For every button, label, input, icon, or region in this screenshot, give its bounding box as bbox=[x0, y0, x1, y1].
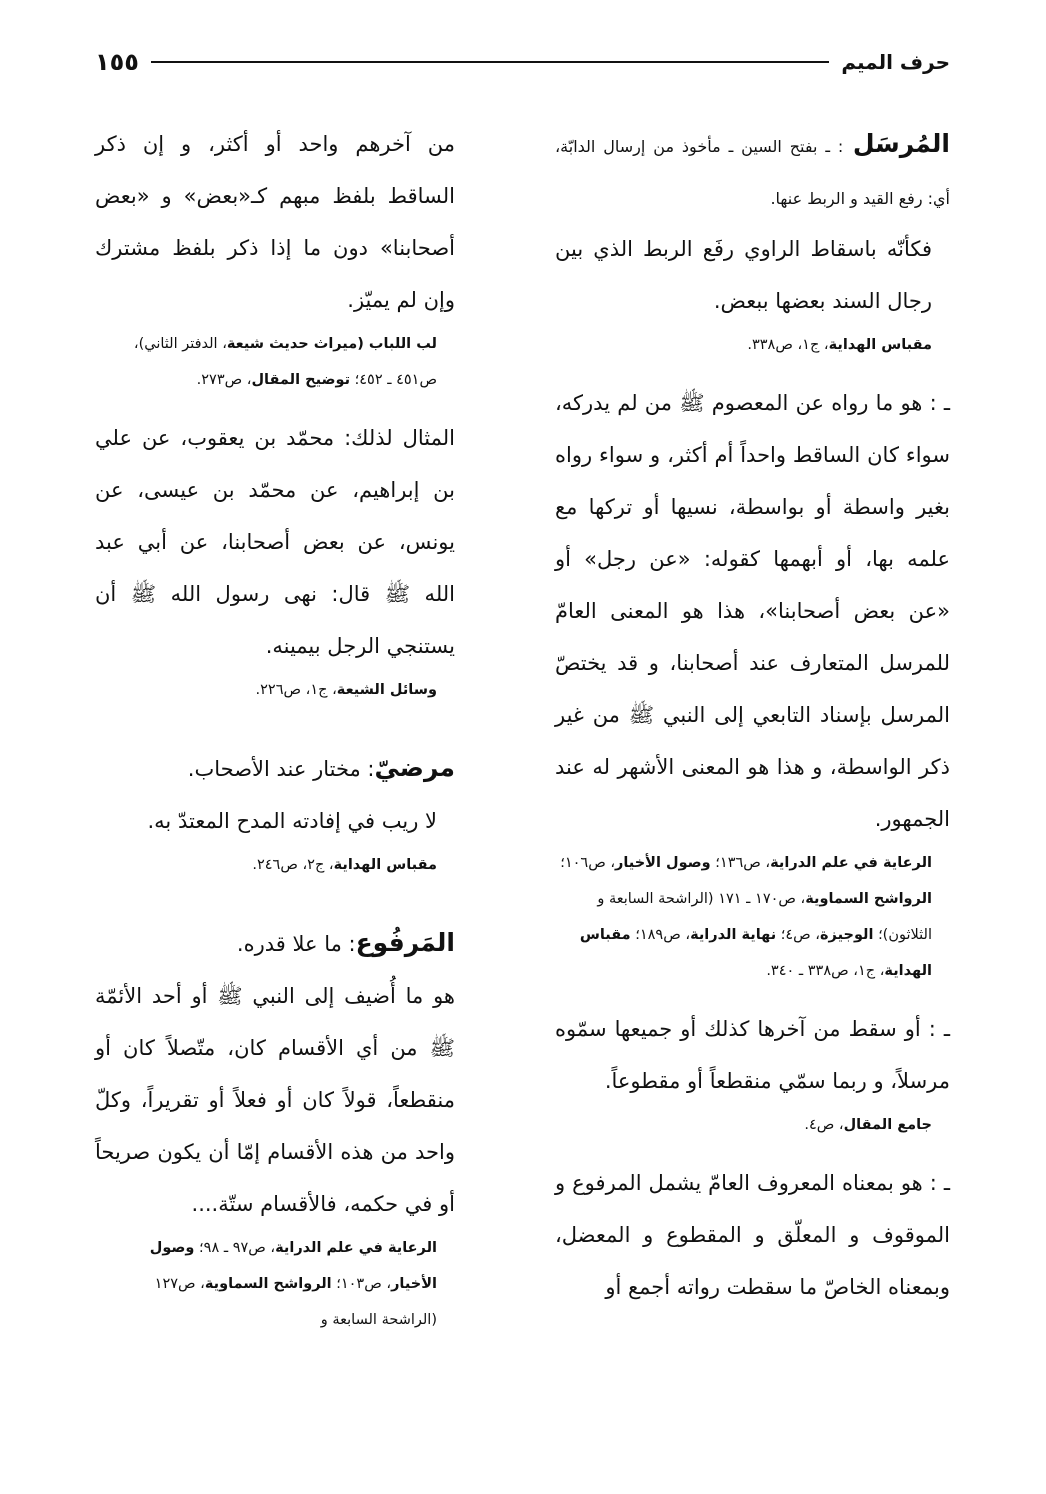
mursal-def: فكأنّه باسقاط الراوي رفَع الربط الذي بين رجال السند بعضها ببعض. bbox=[555, 237, 932, 313]
mursal-example bbox=[95, 412, 455, 708]
reference bbox=[555, 327, 932, 363]
headword-mardi: مرضيّ bbox=[374, 753, 455, 782]
ref-loc: ، ص١٠٦؛ bbox=[560, 855, 616, 871]
reference bbox=[95, 1230, 437, 1338]
ref-source: الرعاية في علم الدراية bbox=[275, 1240, 437, 1256]
ref-loc: ، الدفتر الثاني)، ص٤٥١ ـ ٤٥٢؛ bbox=[133, 336, 437, 388]
ref-loc: ، ج١، ص٣٣٨ ـ ٣٤٠. bbox=[766, 963, 885, 979]
ref-loc: ، ص١٣٦؛ bbox=[710, 855, 771, 871]
ref-loc: ، ج١، ص٢٢٦. bbox=[255, 682, 337, 698]
ref-source: توضيح المقال bbox=[251, 372, 351, 388]
mursal-sense-1 bbox=[555, 377, 950, 989]
reference bbox=[95, 326, 437, 398]
example-text: المثال لذلك: محمّد بن يعقوب، عن علي بن إبراهيم، عن محمّد بن عيسى، عن يونس، عن بعض أصحابنا، عن أبي عبد الله ﷺ قال: نهى رسول الله ﷺ أن يستنجي الرجل بيمينه. bbox=[95, 426, 455, 658]
ref-source: مقباس الهداية bbox=[579, 927, 932, 979]
entry-marfu bbox=[95, 917, 455, 1338]
ref-source: الوجيزة bbox=[820, 927, 874, 943]
left-column bbox=[95, 118, 455, 1352]
section-title: حرف الميم bbox=[841, 50, 950, 74]
headword-mursal: المُرسَل bbox=[852, 129, 950, 158]
continuation-text: من آخرهم واحد أو أكثر، و إن ذكر الساقط بلفظ مبهم كـ«بعض» و «بعض أصحابنا» دون ما إذا ذكر بلفظ مشترك وإن لم يميّز. bbox=[95, 132, 455, 312]
ref-source: الرواشح السماوية bbox=[204, 1276, 332, 1292]
page-header bbox=[95, 40, 950, 84]
ref-source: جامع المقال bbox=[843, 1117, 932, 1133]
ref-loc: ، ص١٧٠ ـ ١٧١ (الراشحة السابعة و الثلاثون)؛ bbox=[597, 891, 932, 943]
reference bbox=[555, 845, 932, 989]
ref-loc: ، ص٤. bbox=[804, 1117, 844, 1133]
ref-loc: ، ص٢٧٣. bbox=[196, 372, 252, 388]
mardi-text: لا ريب في إفادته المدح المعتدّ به. bbox=[147, 809, 437, 833]
sense-text: ـ : هو بمعناه المعروف العامّ يشمل المرفوع و الموقوف و المعلّق و المقطوع و المعضل، وبمعناه الخاصّ ما سقطت رواته أجمع أو bbox=[555, 1171, 950, 1299]
ref-source: الرواشح السماوية bbox=[805, 891, 932, 907]
marfu-def: : ما علا قدره. bbox=[236, 932, 356, 956]
right-column bbox=[555, 118, 950, 1327]
spacer bbox=[95, 722, 455, 742]
ref-loc: ، ج١، ص٣٣٨. bbox=[747, 337, 829, 353]
header-rule bbox=[151, 61, 829, 63]
ref-loc: ، ص٩٧ ـ ٩٨؛ bbox=[194, 1240, 276, 1256]
ref-loc: ، ص١٨٩؛ bbox=[630, 927, 691, 943]
ref-source: وصول الأخيار bbox=[615, 855, 711, 871]
reference bbox=[95, 672, 437, 708]
page-number: ١٥٥ bbox=[95, 48, 139, 76]
ref-source: مقباس الهداية bbox=[333, 857, 437, 873]
ref-loc: ، ص١٢٧ (الراشحة السابعة و bbox=[154, 1276, 437, 1328]
mardi-def: : مختار عند الأصحاب. bbox=[187, 757, 375, 781]
sense-text: ـ : هو ما رواه عن المعصوم ﷺ من لم يدركه، سواء كان الساقط واحداً أم أكثر، و سواء رواه بغير واسطة أو بواسطة، نسيها أو تركها مع علمه بها، أو أبهمها كقوله: «عن رجل» أو «عن بعض أصحابنا»، هذا هو المعنى العامّ للمرسل المتعارف عند أصحابنا، و قد يختصّ المرسل بإسناد التابعي إلى النبي ﷺ من غير ذكر الواسطة، و هذا هو المعنى الأشهر له عند الجمهور. bbox=[555, 391, 950, 831]
sense-text: ـ : أو سقط من آخرها كذلك أو جميعها سمّوه مرسلاً، و ربما سمّي منقطعاً أو مقطوعاً. bbox=[555, 1017, 950, 1093]
mursal-etymology: : ـ بفتح السين ـ مأخوذ من إرسال الدابّة، أي: رفع القيد و الربط عنها. bbox=[555, 137, 950, 208]
reference bbox=[555, 1107, 932, 1143]
entry-mursal bbox=[555, 118, 950, 363]
spacer bbox=[95, 897, 455, 917]
ref-loc: ، ص٤؛ bbox=[776, 927, 820, 943]
ref-source: مقباس الهداية bbox=[828, 337, 932, 353]
entry-mardi bbox=[95, 742, 455, 883]
ref-source: نهاية الدراية bbox=[690, 927, 777, 943]
ref-source: وصول الأخيار bbox=[149, 1240, 437, 1292]
ref-source: الرعاية في علم الدراية bbox=[770, 855, 932, 871]
ref-loc: ، ج٢، ص٢٤٦. bbox=[252, 857, 334, 873]
ref-source: لب اللباب (ميراث حديث شيعة bbox=[226, 336, 437, 352]
mursal-continuation bbox=[95, 118, 455, 398]
ref-loc: ، ص١٠٣؛ bbox=[331, 1276, 392, 1292]
marfu-text: هو ما أُضيف إلى النبي ﷺ أو أحد الأئمّة ﷺ من أي الأقسام كان، متّصلاً كان أو منقطعاً، قولاً كان أو فعلاً أو تقريراً، وكلّ واحد من هذه الأقسام إمّا أن يكون صريحاً أو في حكمه، فالأقسام ستّة.... bbox=[95, 984, 455, 1216]
reference bbox=[95, 847, 437, 883]
mursal-sense-2 bbox=[555, 1003, 950, 1143]
ref-source: وسائل الشيعة bbox=[336, 682, 437, 698]
mursal-sense-3 bbox=[555, 1157, 950, 1313]
headword-marfu: المَرفُوع bbox=[355, 928, 455, 957]
